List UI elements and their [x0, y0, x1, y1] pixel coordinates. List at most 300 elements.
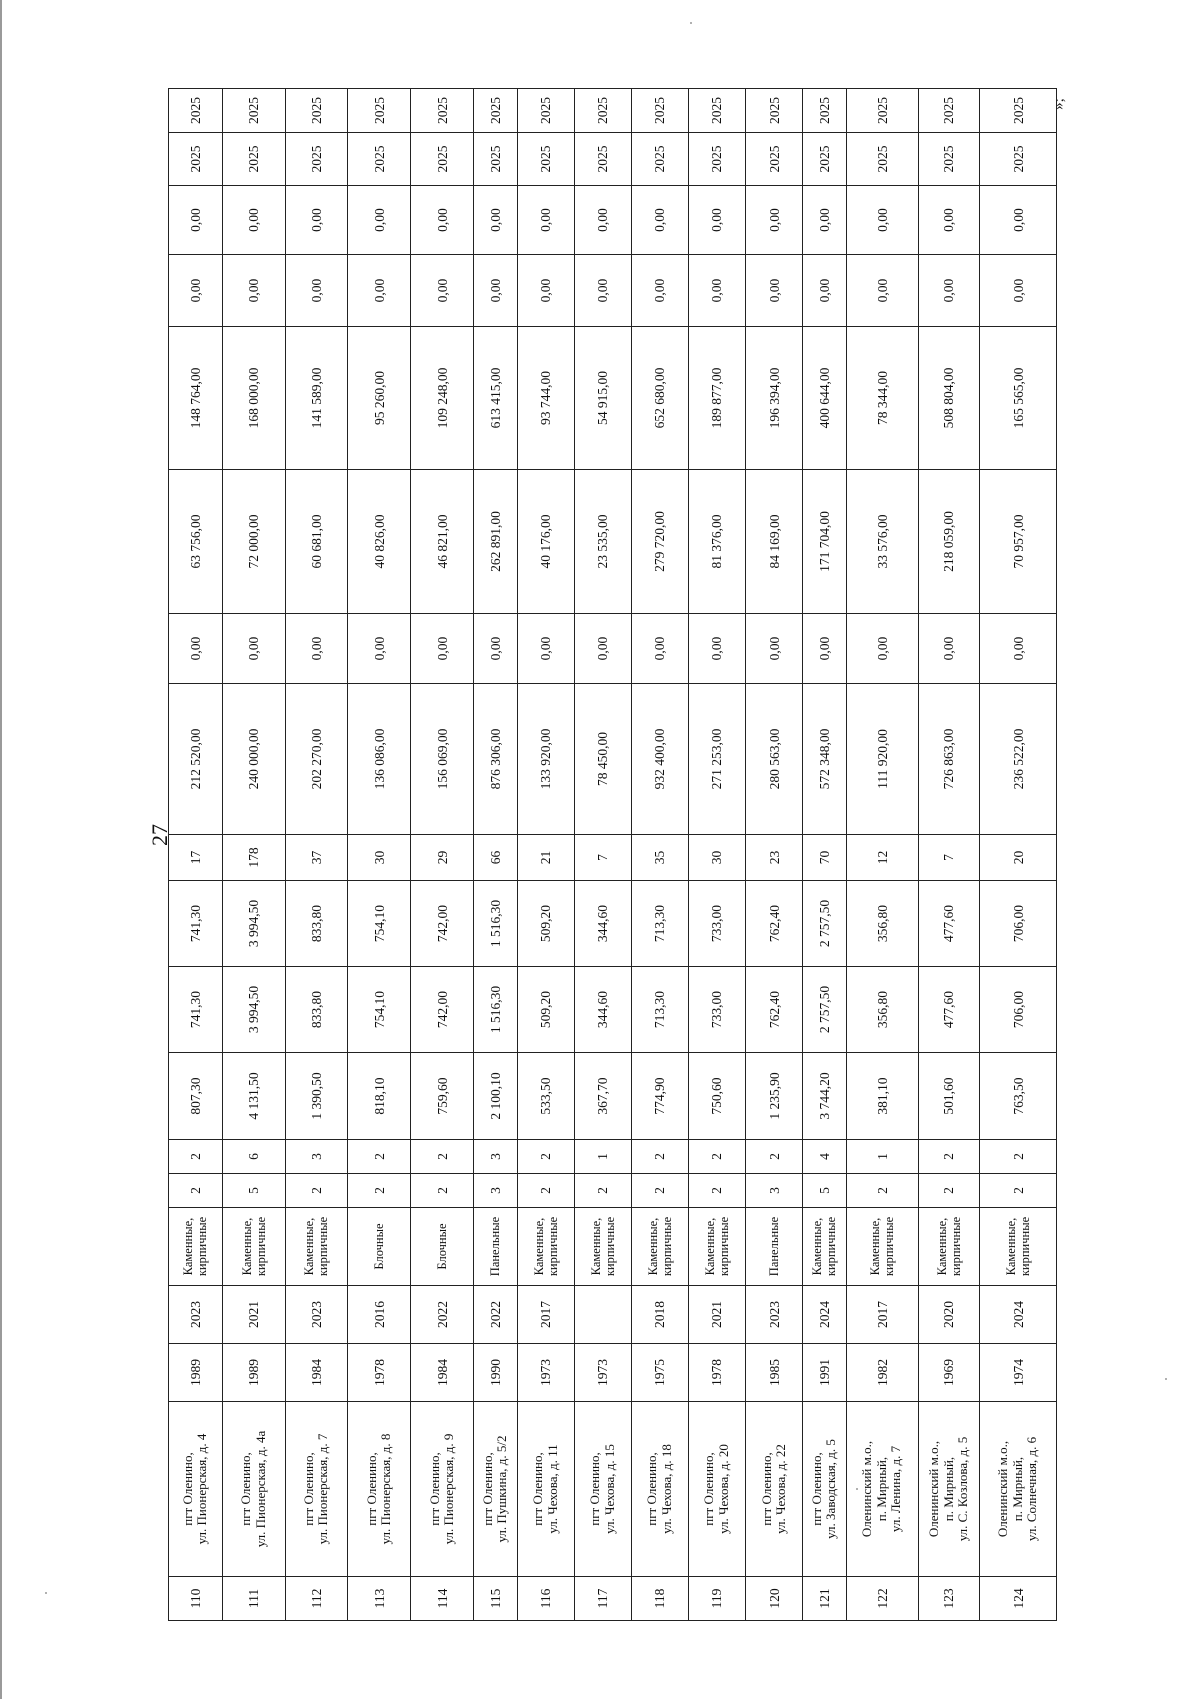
cell-plan-year-end: 2025 — [746, 89, 803, 133]
cell-address-line: ул. Пионерская, д. 8 — [378, 1433, 394, 1545]
cell-entrances: 2 — [980, 1140, 1057, 1174]
cell-area-premises: 833,80 — [285, 967, 348, 1053]
cell-wall-material-line: Каменные, — [302, 1217, 317, 1276]
cell-year-last-overhaul: 2021 — [688, 1286, 745, 1344]
cell-row-number: 111 — [222, 1577, 285, 1621]
cell-cost-local: 148 764,00 — [169, 327, 223, 470]
table-row — [746, 89, 803, 1621]
cell-area-premises: 2 757,50 — [803, 967, 846, 1053]
cell-cost-total: 136 086,00 — [348, 684, 411, 835]
cell-cost-owners: 0,00 — [517, 255, 574, 327]
cell-row-number: 118 — [631, 1577, 688, 1621]
cell-area-residential: 344,60 — [574, 881, 631, 967]
cell-year-built: 1985 — [746, 1344, 803, 1402]
table-row — [169, 89, 223, 1621]
cell-cost-regional: 33 576,00 — [846, 470, 918, 614]
cell-wall-material-line: Каменные, — [1004, 1217, 1019, 1276]
cell-address-line: ул. Пушкина, д. 5/2 — [494, 1435, 510, 1543]
cell-year-last-overhaul: 2016 — [348, 1286, 411, 1344]
cell-address-line: ул. Пионерская, д. 4а — [252, 1430, 268, 1548]
cell-floors: 2 — [846, 1174, 918, 1208]
cell-total-area: 1 235,90 — [746, 1053, 803, 1140]
cell-cost-fund: 0,00 — [846, 614, 918, 684]
cell-wall-material — [222, 1208, 285, 1286]
cell-cost-other: 0,00 — [169, 186, 223, 255]
cell-cost-regional: 70 957,00 — [980, 470, 1057, 614]
cell-cost-owners: 0,00 — [803, 255, 846, 327]
cell-cost-regional: 81 376,00 — [688, 470, 745, 614]
cell-residents: 23 — [746, 835, 803, 881]
cell-address — [348, 1402, 411, 1577]
cell-wall-material — [474, 1208, 517, 1286]
cell-wall-material-line: Каменные, — [239, 1217, 254, 1276]
cell-plan-year-end: 2025 — [348, 89, 411, 133]
cell-residents: 29 — [411, 835, 474, 881]
cell-address-line: Оленинский м.о., — [926, 1440, 942, 1538]
cell-cost-total: 280 563,00 — [746, 684, 803, 835]
cell-plan-year-end: 2025 — [846, 89, 918, 133]
cell-cost-fund: 0,00 — [688, 614, 745, 684]
cell-address-line: ул. Солнечная, д. 6 — [1024, 1436, 1040, 1542]
cell-year-last-overhaul: 2024 — [980, 1286, 1057, 1344]
cell-total-area: 381,10 — [846, 1053, 918, 1140]
cell-address-line: пгт Оленино, — [426, 1452, 442, 1526]
cell-area-residential: 833,80 — [285, 881, 348, 967]
cell-total-area: 3 744,20 — [803, 1053, 846, 1140]
cell-cost-total: 111 920,00 — [846, 684, 918, 835]
cell-entrances: 1 — [846, 1140, 918, 1174]
cell-floors: 2 — [517, 1174, 574, 1208]
cell-cost-other: 0,00 — [222, 186, 285, 255]
cell-total-area: 763,50 — [980, 1053, 1057, 1140]
cell-year-last-overhaul: 2017 — [517, 1286, 574, 1344]
cell-address-line: пгт Оленино, — [363, 1452, 379, 1526]
cell-area-residential: 742,00 — [411, 881, 474, 967]
registry-table-body — [169, 89, 1057, 1621]
cell-plan-year: 2025 — [918, 133, 980, 186]
cell-wall-material-line: кирпичные — [882, 1216, 897, 1277]
cell-area-premises: 3 994,50 — [222, 967, 285, 1053]
cell-cost-owners: 0,00 — [688, 255, 745, 327]
cell-wall-material-line: кирпичные — [824, 1216, 839, 1277]
table-row — [222, 89, 285, 1621]
cell-address-line: ул. Чехова, д. 20 — [715, 1444, 731, 1534]
scan-speck — [45, 1592, 47, 1594]
cell-plan-year: 2025 — [746, 133, 803, 186]
cell-cost-local: 78 344,00 — [846, 327, 918, 470]
cell-area-premises: 344,60 — [574, 967, 631, 1053]
cell-total-area: 759,60 — [411, 1053, 474, 1140]
housing-registry-table — [168, 88, 1057, 1621]
cell-floors: 3 — [746, 1174, 803, 1208]
table-row — [803, 89, 846, 1621]
page-number: 27 — [147, 824, 172, 846]
cell-cost-regional: 63 756,00 — [169, 470, 223, 614]
cell-floors: 2 — [574, 1174, 631, 1208]
cell-cost-local: 95 260,00 — [348, 327, 411, 470]
cell-year-built: 1984 — [411, 1344, 474, 1402]
cell-residents: 20 — [980, 835, 1057, 881]
cell-year-built: 1973 — [517, 1344, 574, 1402]
cell-cost-fund: 0,00 — [918, 614, 980, 684]
cell-total-area: 4 131,50 — [222, 1053, 285, 1140]
cell-area-premises: 509,20 — [517, 967, 574, 1053]
cell-cost-regional: 60 681,00 — [285, 470, 348, 614]
table-row — [348, 89, 411, 1621]
cell-address-line: ул. Пионерская, д. 4 — [194, 1433, 210, 1545]
cell-cost-regional: 72 000,00 — [222, 470, 285, 614]
cell-floors: 2 — [688, 1174, 745, 1208]
cell-wall-material-line: Каменные, — [868, 1217, 883, 1276]
cell-row-number: 110 — [169, 1577, 223, 1621]
cell-wall-material-line: Блочные — [435, 1223, 450, 1270]
cell-residents: 21 — [517, 835, 574, 881]
cell-cost-owners: 0,00 — [169, 255, 223, 327]
cell-entrances: 1 — [574, 1140, 631, 1174]
cell-cost-local: 652 680,00 — [631, 327, 688, 470]
cell-cost-total: 271 253,00 — [688, 684, 745, 835]
scan-speck — [1165, 1378, 1167, 1380]
cell-area-premises: 754,10 — [348, 967, 411, 1053]
cell-cost-local: 613 415,00 — [474, 327, 517, 470]
cell-cost-other: 0,00 — [574, 186, 631, 255]
cell-cost-fund: 0,00 — [517, 614, 574, 684]
cell-cost-local: 508 804,00 — [918, 327, 980, 470]
cell-address-line: ул. С. Козлова, д. 5 — [955, 1436, 971, 1542]
cell-year-built: 1973 — [574, 1344, 631, 1402]
cell-plan-year: 2025 — [222, 133, 285, 186]
cell-cost-other: 0,00 — [803, 186, 846, 255]
cell-wall-material-line: Каменные, — [810, 1217, 825, 1276]
cell-area-premises: 742,00 — [411, 967, 474, 1053]
cell-total-area: 367,70 — [574, 1053, 631, 1140]
cell-cost-regional: 279 720,00 — [631, 470, 688, 614]
cell-cost-local: 168 000,00 — [222, 327, 285, 470]
cell-cost-owners: 0,00 — [980, 255, 1057, 327]
cell-address-line: ул. Чехова, д. 11 — [544, 1444, 560, 1534]
cell-cost-fund: 0,00 — [411, 614, 474, 684]
cell-wall-material — [631, 1208, 688, 1286]
cell-cost-total: 876 306,00 — [474, 684, 517, 835]
cell-entrances: 3 — [285, 1140, 348, 1174]
cell-address — [803, 1402, 846, 1577]
cell-floors: 2 — [631, 1174, 688, 1208]
cell-cost-regional: 171 704,00 — [803, 470, 846, 614]
cell-cost-total: 236 522,00 — [980, 684, 1057, 835]
cell-cost-fund: 0,00 — [348, 614, 411, 684]
cell-plan-year-end: 2025 — [285, 89, 348, 133]
cell-cost-owners: 0,00 — [222, 255, 285, 327]
cell-year-last-overhaul: 2023 — [285, 1286, 348, 1344]
cell-area-residential: 2 757,50 — [803, 881, 846, 967]
cell-total-area: 750,60 — [688, 1053, 745, 1140]
cell-year-last-overhaul: 2023 — [169, 1286, 223, 1344]
cell-year-last-overhaul: 2018 — [631, 1286, 688, 1344]
cell-address — [474, 1402, 517, 1577]
cell-floors: 2 — [918, 1174, 980, 1208]
cell-plan-year: 2025 — [474, 133, 517, 186]
cell-area-premises: 741,30 — [169, 967, 223, 1053]
cell-entrances: 2 — [517, 1140, 574, 1174]
cell-entrances: 2 — [411, 1140, 474, 1174]
cell-address-line: ул. Ленина, д. 7 — [888, 1445, 904, 1533]
cell-plan-year: 2025 — [169, 133, 223, 186]
cell-address-line: ул. Пионерская, д. 7 — [315, 1433, 331, 1545]
cell-row-number: 115 — [474, 1577, 517, 1621]
cell-cost-owners: 0,00 — [348, 255, 411, 327]
cell-address — [411, 1402, 474, 1577]
cell-plan-year-end: 2025 — [169, 89, 223, 133]
cell-plan-year-end: 2025 — [631, 89, 688, 133]
cell-cost-other: 0,00 — [348, 186, 411, 255]
cell-cost-total: 133 920,00 — [517, 684, 574, 835]
cell-entrances: 2 — [918, 1140, 980, 1174]
cell-address — [746, 1402, 803, 1577]
cell-wall-material — [803, 1208, 846, 1286]
cell-wall-material-line: кирпичные — [253, 1216, 268, 1277]
cell-address — [517, 1402, 574, 1577]
cell-cost-total: 78 450,00 — [574, 684, 631, 835]
cell-address-line: ул. Пионерская, д. 9 — [441, 1433, 457, 1545]
cell-cost-total: 932 400,00 — [631, 684, 688, 835]
cell-area-residential: 3 994,50 — [222, 881, 285, 967]
cell-residents: 66 — [474, 835, 517, 881]
table-row — [688, 89, 745, 1621]
cell-address-line: пгт Оленино, — [479, 1452, 495, 1526]
cell-floors: 2 — [169, 1174, 223, 1208]
cell-floors: 5 — [803, 1174, 846, 1208]
cell-row-number: 123 — [918, 1577, 980, 1621]
cell-plan-year-end: 2025 — [574, 89, 631, 133]
cell-cost-other: 0,00 — [411, 186, 474, 255]
cell-address — [846, 1402, 918, 1577]
cell-year-last-overhaul: 2023 — [746, 1286, 803, 1344]
cell-plan-year-end: 2025 — [803, 89, 846, 133]
cell-cost-regional: 46 821,00 — [411, 470, 474, 614]
cell-year-built: 1989 — [222, 1344, 285, 1402]
cell-year-built: 1982 — [846, 1344, 918, 1402]
cell-plan-year-end: 2025 — [474, 89, 517, 133]
cell-area-residential: 713,30 — [631, 881, 688, 967]
cell-row-number: 116 — [517, 1577, 574, 1621]
cell-row-number: 124 — [980, 1577, 1057, 1621]
cell-area-premises: 733,00 — [688, 967, 745, 1053]
cell-cost-fund: 0,00 — [169, 614, 223, 684]
cell-residents: 17 — [169, 835, 223, 881]
cell-plan-year-end: 2025 — [222, 89, 285, 133]
registry-table-rotated — [168, 89, 1057, 1621]
table-row — [574, 89, 631, 1621]
cell-address-line: пгт Оленино, — [530, 1452, 546, 1526]
table-row — [285, 89, 348, 1621]
cell-year-last-overhaul: 2017 — [846, 1286, 918, 1344]
cell-year-last-overhaul: 2020 — [918, 1286, 980, 1344]
cell-wall-material-line: Блочные — [372, 1223, 387, 1270]
cell-area-residential: 356,80 — [846, 881, 918, 967]
cell-cost-owners: 0,00 — [474, 255, 517, 327]
cell-address-line: пгт Оленино, — [808, 1452, 824, 1526]
cell-cost-other: 0,00 — [474, 186, 517, 255]
cell-floors: 2 — [348, 1174, 411, 1208]
cell-floors: 2 — [980, 1174, 1057, 1208]
cell-plan-year: 2025 — [574, 133, 631, 186]
cell-plan-year-end: 2025 — [411, 89, 474, 133]
cell-area-residential: 477,60 — [918, 881, 980, 967]
cell-wall-material-line: Панельные — [488, 1216, 503, 1277]
cell-area-residential: 1 516,30 — [474, 881, 517, 967]
cell-cost-local: 141 589,00 — [285, 327, 348, 470]
cell-wall-material-line: Каменные, — [181, 1217, 196, 1276]
cell-area-residential: 509,20 — [517, 881, 574, 967]
cell-year-built: 1991 — [803, 1344, 846, 1402]
cell-wall-material — [169, 1208, 223, 1286]
cell-address — [980, 1402, 1057, 1577]
cell-cost-regional: 23 535,00 — [574, 470, 631, 614]
cell-address-line: пгт Оленино, — [644, 1452, 660, 1526]
cell-plan-year: 2025 — [803, 133, 846, 186]
cell-row-number: 113 — [348, 1577, 411, 1621]
cell-year-last-overhaul: 2022 — [411, 1286, 474, 1344]
table-row — [846, 89, 918, 1621]
cell-row-number: 121 — [803, 1577, 846, 1621]
cell-cost-other: 0,00 — [846, 186, 918, 255]
margin-mark: »; — [1051, 98, 1067, 110]
cell-cost-fund: 0,00 — [746, 614, 803, 684]
cell-cost-other: 0,00 — [517, 186, 574, 255]
cell-wall-material-line: кирпичные — [602, 1216, 617, 1277]
cell-residents: 30 — [688, 835, 745, 881]
cell-year-built: 1975 — [631, 1344, 688, 1402]
cell-address-line: Оленинский м.о., — [995, 1440, 1011, 1538]
cell-address-line: пгт Оленино, — [300, 1452, 316, 1526]
cell-total-area: 818,10 — [348, 1053, 411, 1140]
cell-address-line: ул. Заводская, д. 5 — [823, 1439, 839, 1539]
cell-year-built: 1974 — [980, 1344, 1057, 1402]
cell-address — [688, 1402, 745, 1577]
cell-year-last-overhaul — [574, 1286, 631, 1344]
cell-wall-material — [918, 1208, 980, 1286]
cell-area-premises: 1 516,30 — [474, 967, 517, 1053]
cell-year-last-overhaul: 2024 — [803, 1286, 846, 1344]
cell-year-built: 1978 — [348, 1344, 411, 1402]
cell-cost-total: 202 270,00 — [285, 684, 348, 835]
cell-wall-material-line: кирпичные — [316, 1216, 331, 1277]
cell-cost-other: 0,00 — [980, 186, 1057, 255]
scan-speck — [690, 22, 692, 24]
cell-year-built: 1978 — [688, 1344, 745, 1402]
cell-entrances: 2 — [746, 1140, 803, 1174]
cell-cost-fund: 0,00 — [285, 614, 348, 684]
table-row — [474, 89, 517, 1621]
cell-cost-other: 0,00 — [631, 186, 688, 255]
cell-address-line: пгт Оленино, — [587, 1452, 603, 1526]
table-row — [631, 89, 688, 1621]
cell-residents: 70 — [803, 835, 846, 881]
cell-residents: 7 — [574, 835, 631, 881]
table-row — [411, 89, 474, 1621]
cell-wall-material-line: кирпичные — [716, 1216, 731, 1277]
cell-year-built: 1984 — [285, 1344, 348, 1402]
cell-address-line: пгт Оленино, — [179, 1452, 195, 1526]
cell-residents: 7 — [918, 835, 980, 881]
cell-cost-fund: 0,00 — [631, 614, 688, 684]
cell-cost-owners: 0,00 — [285, 255, 348, 327]
cell-year-built: 1989 — [169, 1344, 223, 1402]
cell-address-line: Оленинский м.о., — [859, 1440, 875, 1538]
cell-cost-total: 212 520,00 — [169, 684, 223, 835]
cell-address-line: пгт Оленино, — [238, 1452, 254, 1526]
cell-area-premises: 356,80 — [846, 967, 918, 1053]
cell-cost-regional: 40 826,00 — [348, 470, 411, 614]
cell-cost-fund: 0,00 — [803, 614, 846, 684]
cell-wall-material — [846, 1208, 918, 1286]
table-row — [980, 89, 1057, 1621]
cell-address — [169, 1402, 223, 1577]
cell-wall-material — [746, 1208, 803, 1286]
cell-total-area: 2 100,10 — [474, 1053, 517, 1140]
cell-address-line: п. Мирный, — [940, 1456, 956, 1522]
cell-cost-owners: 0,00 — [918, 255, 980, 327]
cell-cost-fund: 0,00 — [980, 614, 1057, 684]
cell-cost-total: 240 000,00 — [222, 684, 285, 835]
cell-row-number: 112 — [285, 1577, 348, 1621]
cell-address-line: пгт Оленино, — [701, 1452, 717, 1526]
cell-cost-other: 0,00 — [918, 186, 980, 255]
cell-entrances: 2 — [169, 1140, 223, 1174]
cell-address — [222, 1402, 285, 1577]
cell-residents: 37 — [285, 835, 348, 881]
cell-wall-material-line: кирпичные — [195, 1216, 210, 1277]
cell-address-line: ул. Чехова, д. 22 — [773, 1444, 789, 1534]
cell-cost-fund: 0,00 — [574, 614, 631, 684]
cell-cost-owners: 0,00 — [746, 255, 803, 327]
cell-year-built: 1969 — [918, 1344, 980, 1402]
cell-wall-material-line: Каменные, — [531, 1217, 546, 1276]
cell-cost-local: 196 394,00 — [746, 327, 803, 470]
cell-row-number: 120 — [746, 1577, 803, 1621]
cell-entrances: 3 — [474, 1140, 517, 1174]
cell-plan-year: 2025 — [348, 133, 411, 186]
cell-address-line: п. Мирный, — [1009, 1456, 1025, 1522]
cell-entrances: 2 — [631, 1140, 688, 1174]
cell-floors: 5 — [222, 1174, 285, 1208]
cell-cost-owners: 0,00 — [631, 255, 688, 327]
cell-row-number: 117 — [574, 1577, 631, 1621]
cell-cost-owners: 0,00 — [411, 255, 474, 327]
cell-plan-year: 2025 — [846, 133, 918, 186]
cell-wall-material — [411, 1208, 474, 1286]
cell-cost-other: 0,00 — [746, 186, 803, 255]
cell-total-area: 533,50 — [517, 1053, 574, 1140]
cell-entrances: 4 — [803, 1140, 846, 1174]
cell-year-built: 1990 — [474, 1344, 517, 1402]
table-row — [918, 89, 980, 1621]
cell-row-number: 119 — [688, 1577, 745, 1621]
cell-wall-material — [285, 1208, 348, 1286]
cell-wall-material — [574, 1208, 631, 1286]
cell-cost-regional: 84 169,00 — [746, 470, 803, 614]
cell-floors: 2 — [285, 1174, 348, 1208]
cell-address-line: п. Мирный, — [873, 1456, 889, 1522]
cell-wall-material-line: кирпичные — [1018, 1216, 1033, 1277]
cell-row-number: 122 — [846, 1577, 918, 1621]
cell-wall-material-line: Каменные, — [702, 1217, 717, 1276]
cell-area-premises: 706,00 — [980, 967, 1057, 1053]
cell-plan-year-end: 2025 — [918, 89, 980, 133]
cell-area-residential: 754,10 — [348, 881, 411, 967]
cell-cost-local: 400 644,00 — [803, 327, 846, 470]
cell-plan-year: 2025 — [285, 133, 348, 186]
